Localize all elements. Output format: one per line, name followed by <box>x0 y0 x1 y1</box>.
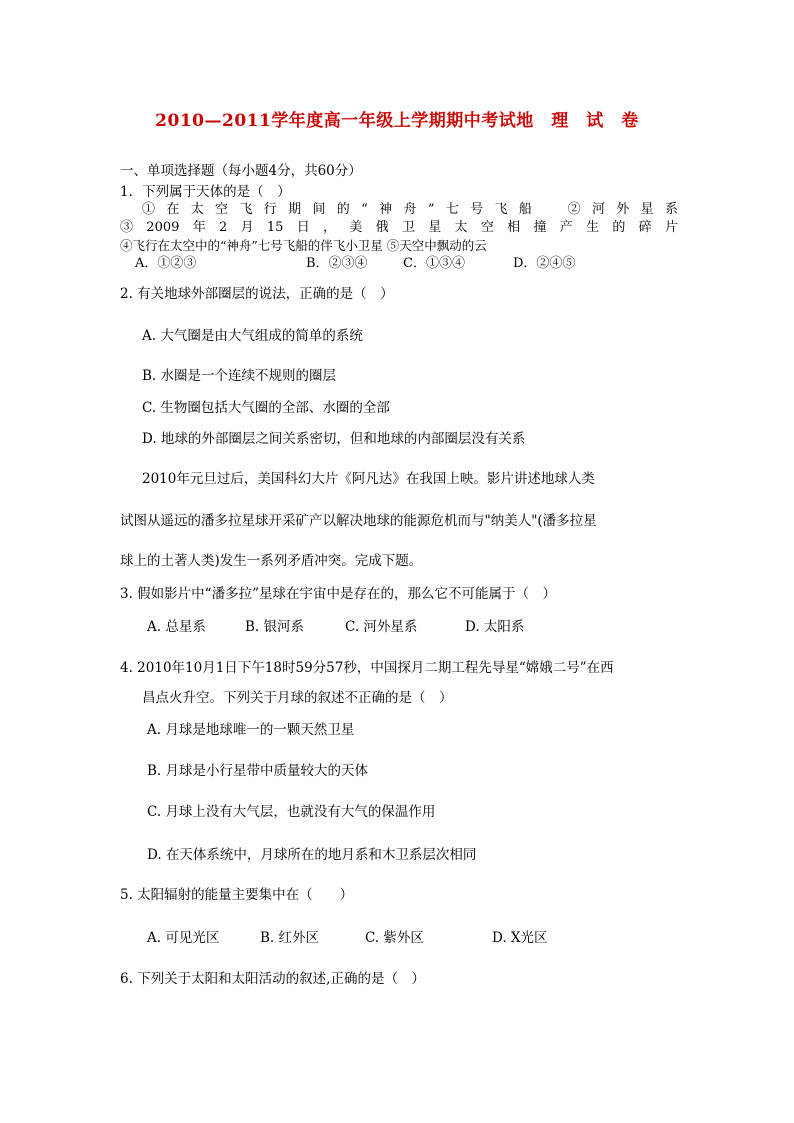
q2-option-d: D. 地球的外部圈层之间关系密切，但和地球的内部圈层没有关系 <box>142 431 526 447</box>
section-heading: 一、单项选择题（每小题4分，共60分） <box>120 163 362 179</box>
q3-option-a: A. 总星系 <box>147 619 206 635</box>
q2-option-c: C. 生物圈包括大气圈的全部、水圈的全部 <box>142 400 390 416</box>
passage-line-1: 2010年元旦过后，美国科幻大片《阿凡达》在我国上映。影片讲述地球人类 <box>142 471 595 487</box>
q5-option-c: C. 紫外区 <box>365 930 424 946</box>
q1-item-line-c: ④飞行在太空中的“神舟”七号飞船的伴飞小卫星 ⑤天空中飘动的云 <box>120 238 487 253</box>
q3-option-c: C. 河外星系 <box>345 619 418 635</box>
q1-option-d: D．②④⑤ <box>513 256 576 271</box>
q5-stem: 5. 太阳辐射的能量主要集中在（ ） <box>120 887 354 903</box>
q3-option-b: B. 银河系 <box>245 619 305 635</box>
q5-option-d: D. X光区 <box>492 930 548 946</box>
q5-option-b: B. 红外区 <box>260 930 320 946</box>
q4-option-a: A. 月球是地球唯一的一颗天然卫星 <box>147 722 355 738</box>
q1-option-b: B．②③④ <box>306 256 368 271</box>
q3-option-d: D. 太阳系 <box>465 619 525 635</box>
passage-line-3: 球上的土著人类)发生一系列矛盾冲突。完成下题。 <box>120 553 423 569</box>
q1-option-a: A．①②③ <box>135 256 197 271</box>
q5-option-a: A. 可见光区 <box>147 930 220 946</box>
q1-stem: 1．下列属于天体的是（ ） <box>120 184 291 200</box>
q2-option-b: B. 水圈是一个连续不规则的圈层 <box>142 368 337 384</box>
q2-stem: 2. 有关地球外部圈层的说法，正确的是（ ） <box>120 286 394 302</box>
q4-option-c: C. 月球上没有大气层，也就没有大气的保温作用 <box>147 804 436 820</box>
q4-stem-line-2: 昌点火升空。下列关于月球的叙述不正确的是（ ） <box>142 690 453 706</box>
q4-option-d: D. 在天体系统中，月球所在的地月系和木卫系层次相同 <box>147 847 477 863</box>
q4-stem-line-1: 4. 2010年10月1日下午18时59分57秒，中国探月二期工程先导星“嫦娥二号”在西 <box>120 660 614 676</box>
q1-item-line-a: ①在太空飞行期间的“神舟”七号飞船 ②河外星系 <box>142 202 678 217</box>
q3-stem: 3. 假如影片中“潘多拉”星球在宇宙中是存在的，那么它不可能属于（ ） <box>120 586 556 602</box>
q4-option-b: B. 月球是小行星带中质量较大的天体 <box>147 763 369 779</box>
q1-option-c: C．①③④ <box>403 256 465 271</box>
q1-item-line-b: ③2009年2月15日，美俄卫星太空相撞产生的碎片 <box>120 220 678 235</box>
exam-title: 2010—2011学年度高一年级上学期期中考试地 理 试 卷 <box>155 111 639 131</box>
q2-option-a: A. 大气圈是由大气组成的简单的系统 <box>142 328 363 344</box>
passage-line-2: 试图从遥远的潘多拉星球开采矿产以解决地球的能源危机而与"纳美人"(潘多拉星 <box>120 513 597 529</box>
q6-stem: 6. 下列关于太阳和太阳活动的叙述,正确的是（ ） <box>120 971 425 987</box>
